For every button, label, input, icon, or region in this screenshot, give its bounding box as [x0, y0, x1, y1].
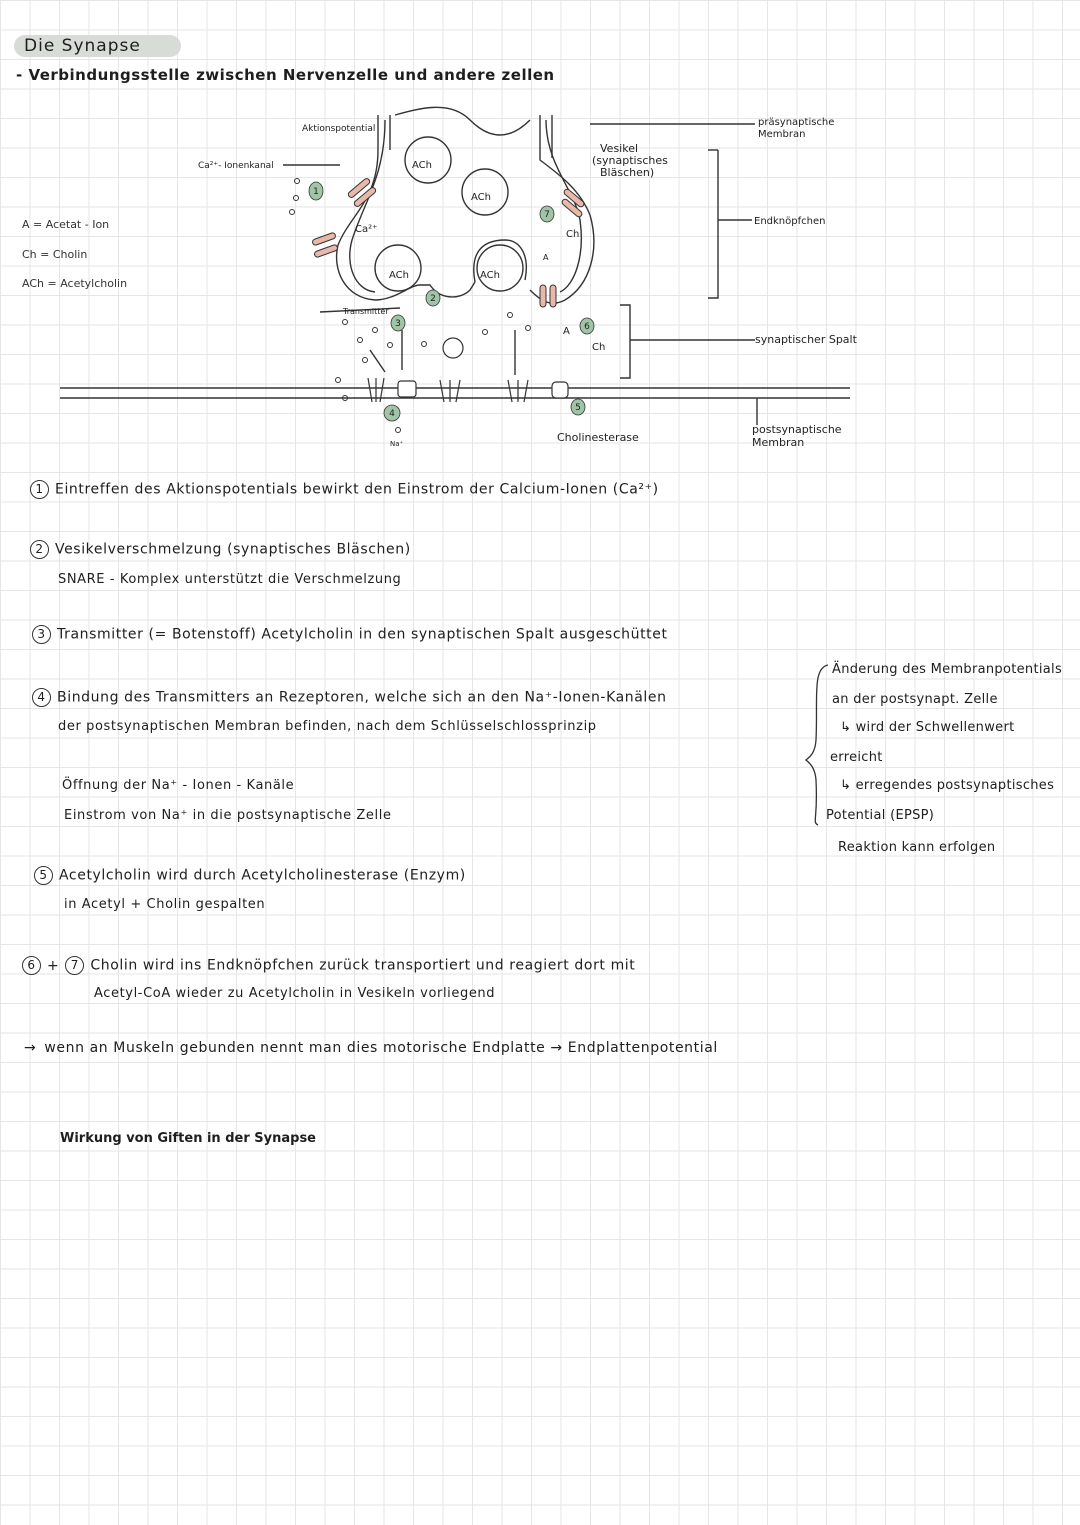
- side-note-line-2: an der postsynapt. Zelle: [832, 692, 998, 707]
- synapse-diagram: [0, 0, 1080, 470]
- step-6-7: [22, 956, 635, 975]
- marker-1: 1: [313, 187, 319, 197]
- marker-5: 5: [575, 403, 581, 413]
- page-title: Die Synapse: [14, 35, 181, 57]
- label-postsyn-1: postsynaptische: [752, 423, 842, 436]
- page-subtitle: - Verbindungsstelle zwischen Nervenzelle und andere zellen: [16, 66, 555, 84]
- gifte-heading: Wirkung von Giften in der Synapse: [60, 1131, 316, 1146]
- step-4-text: Bindung des Transmitters an Rezeptoren, welche sich an den Na⁺-Ionen-Kanälen: [57, 689, 667, 706]
- step-1-text: Eintreffen des Aktionspotentials bewirkt den Einstrom der Calcium-Ionen (Ca²⁺): [55, 481, 659, 498]
- step-2-text: Vesikelverschmelzung (synaptisches Bläschen): [55, 541, 411, 558]
- step-6-number: 6: [22, 956, 41, 975]
- legend-cholin: Ch = Cholin: [22, 248, 88, 261]
- label-ach-2: ACh: [471, 192, 491, 203]
- step-4-detail: der postsynaptischen Membran befinden, nach dem Schlüsselschlossprinzip: [58, 719, 597, 734]
- label-ch-1: Ch: [566, 229, 580, 240]
- step-6-7-text: Cholin wird ins Endknöpfchen zurück transportiert und reagiert dort mit: [90, 957, 636, 974]
- label-vesikel-sub1: (synaptisches: [592, 154, 668, 167]
- legend-acetat: A = Acetat - Ion: [22, 218, 110, 231]
- step-5-number: 5: [34, 866, 53, 885]
- muskel-note: [24, 1040, 718, 1056]
- label-endknoepfchen: Endknöpfchen: [754, 216, 826, 227]
- step-2-detail: SNARE - Komplex unterstützt die Verschmelzung: [58, 572, 402, 587]
- legend-acetylcholin: ACh = Acetylcholin: [22, 277, 128, 290]
- label-ch-2: Ch: [592, 342, 606, 353]
- step-1: [30, 480, 659, 499]
- label-postsyn-2: Membran: [752, 436, 805, 449]
- side-note-line-1: Änderung des Membranpotentials: [832, 662, 1063, 677]
- side-note-line-3: ↳ wird der Schwellenwert: [840, 720, 1015, 735]
- label-a-1: A: [543, 253, 549, 262]
- step-2: [30, 540, 411, 559]
- label-ach-1: ACh: [412, 160, 432, 171]
- label-a-2: A: [563, 326, 570, 337]
- label-ca-kanal: Ca²⁺- Ionenkanal: [198, 161, 274, 171]
- side-note-line-7: Reaktion kann erfolgen: [838, 840, 996, 855]
- label-spalt: synaptischer Spalt: [755, 333, 857, 346]
- step-1-number: 1: [30, 480, 49, 499]
- side-note-line-5: ↳ erregendes postsynaptisches: [840, 778, 1055, 793]
- step-4-influx: Einstrom von Na⁺ in die postsynaptische Zelle: [64, 808, 392, 823]
- marker-4: 4: [389, 409, 395, 419]
- side-note-line-4: erreicht: [830, 750, 883, 765]
- arrow-right-icon: →: [24, 1040, 37, 1056]
- label-praesyn-2: Membran: [758, 129, 806, 140]
- step-5-text: Acetylcholin wird durch Acetylcholinesterase (Enzym): [59, 867, 466, 884]
- marker-2: 2: [430, 294, 436, 304]
- label-ach-3: ACh: [389, 270, 409, 281]
- label-ca: Ca²⁺: [355, 224, 378, 235]
- step-4-number: 4: [32, 688, 51, 707]
- step-5: [34, 866, 466, 885]
- step-3: [32, 625, 668, 644]
- label-vesikel-sub2: Bläschen): [600, 166, 655, 179]
- label-vesikel: Vesikel: [600, 142, 639, 155]
- step-3-number: 3: [32, 625, 51, 644]
- step-2-number: 2: [30, 540, 49, 559]
- step-4-opening: Öffnung der Na⁺ - Ionen - Kanäle: [62, 778, 295, 793]
- label-ach-4: ACh: [480, 270, 500, 281]
- step-7-number: 7: [65, 956, 84, 975]
- step-6-7-plus: +: [47, 957, 60, 974]
- marker-3: 3: [395, 319, 401, 329]
- muskel-text: wenn an Muskeln gebunden nennt man dies motorische Endplatte → Endplattenpotential: [44, 1040, 718, 1056]
- marker-6: 6: [584, 322, 590, 332]
- step-6-7-detail: Acetyl-CoA wieder zu Acetylcholin in Vesikeln vorliegend: [94, 986, 496, 1001]
- marker-7: 7: [544, 210, 550, 220]
- label-praesyn-1: präsynaptische: [758, 117, 835, 128]
- label-na: Na⁺: [390, 440, 404, 448]
- side-note-line-6: Potential (EPSP): [826, 808, 935, 823]
- step-5-detail: in Acetyl + Cholin gespalten: [64, 897, 266, 912]
- label-cholinesterase: Cholinesterase: [557, 431, 639, 444]
- label-aktionspotential: Aktionspotential: [302, 124, 376, 134]
- step-3-text: Transmitter (= Botenstoff) Acetylcholin in den synaptischen Spalt ausgeschüttet: [57, 626, 668, 643]
- label-transmitter: Transmitter: [343, 307, 389, 316]
- step-4: [32, 688, 667, 707]
